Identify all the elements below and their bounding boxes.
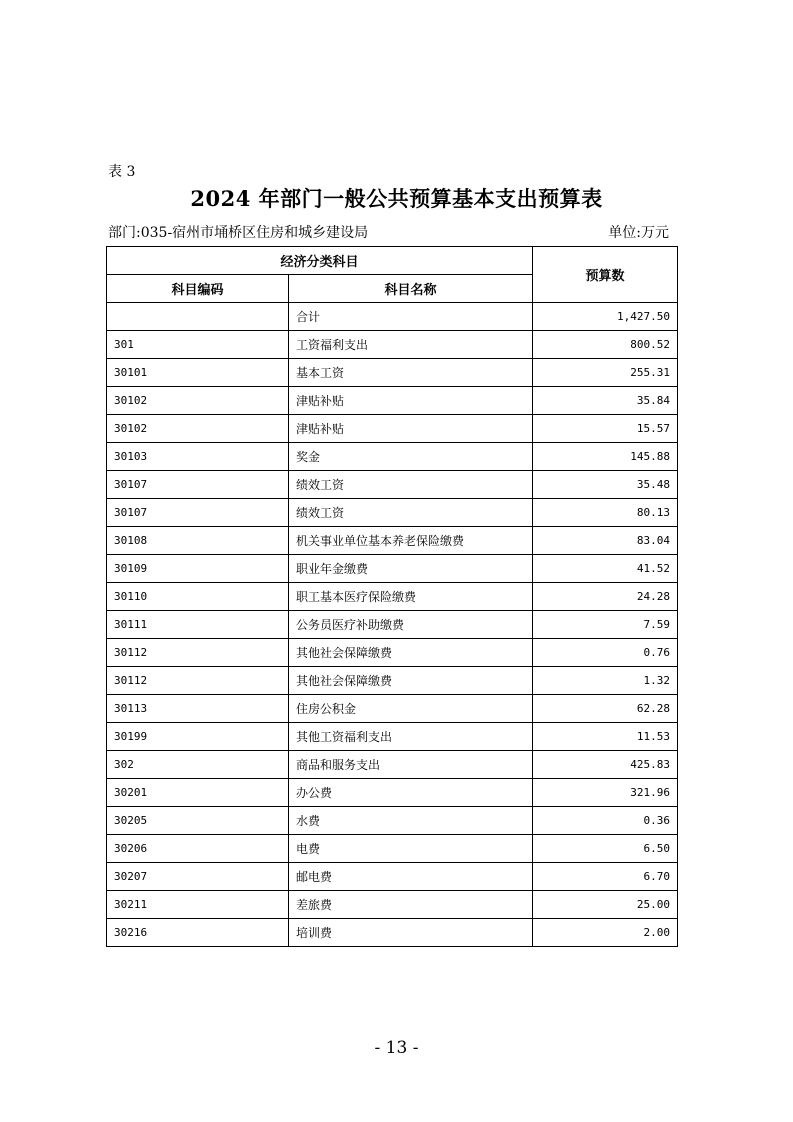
table-row [107,667,678,695]
row-name: 公务员医疗补助缴费 [289,611,533,639]
row-amount: 321.96 [533,779,678,807]
row-amount: 255.31 [533,359,678,387]
row-amount: 1.32 [533,667,678,695]
row-amount: 0.36 [533,807,678,835]
row-code: 30103 [107,443,289,471]
table-row [107,611,678,639]
table-row [107,303,678,331]
row-name: 其他社会保障缴费 [289,667,533,695]
table-row [107,919,678,947]
row-amount: 11.53 [533,723,678,751]
row-name: 电费 [289,835,533,863]
table-row [107,331,678,359]
row-name: 奖金 [289,443,533,471]
table-row [107,863,678,891]
table-label: 表 3 [108,164,136,180]
row-code: 302 [107,751,289,779]
row-amount: 1,427.50 [533,303,678,331]
row-code: 301 [107,331,289,359]
page-title: 2024 年部门一般公共预算基本支出预算表 [190,186,603,211]
table-row [107,639,678,667]
row-name: 合计 [289,303,533,331]
row-amount: 145.88 [533,443,678,471]
row-code: 30211 [107,891,289,919]
table-row [107,807,678,835]
table-row [107,751,678,779]
row-code: 30111 [107,611,289,639]
row-code: 30206 [107,835,289,863]
table-row [107,471,678,499]
row-name: 邮电费 [289,863,533,891]
row-name: 基本工资 [289,359,533,387]
row-amount: 15.57 [533,415,678,443]
row-code: 30199 [107,723,289,751]
row-code: 30201 [107,779,289,807]
row-name: 培训费 [289,919,533,947]
row-code: 30102 [107,415,289,443]
row-code: 30107 [107,499,289,527]
budget-table-body [107,303,678,947]
table-row [107,443,678,471]
table-row [107,359,678,387]
row-name: 差旅费 [289,891,533,919]
row-amount: 0.76 [533,639,678,667]
row-code: 30113 [107,695,289,723]
table-row [107,695,678,723]
row-code: 30112 [107,667,289,695]
table-row [107,415,678,443]
row-amount: 800.52 [533,331,678,359]
row-amount: 62.28 [533,695,678,723]
header-code: 科目编码 [107,275,289,303]
row-name: 办公费 [289,779,533,807]
row-code: 30109 [107,555,289,583]
row-code: 30110 [107,583,289,611]
page-number: - 13 - [374,1038,419,1058]
row-name: 绩效工资 [289,471,533,499]
row-amount: 35.48 [533,471,678,499]
row-code: 30108 [107,527,289,555]
row-name: 商品和服务支出 [289,751,533,779]
row-name: 职工基本医疗保险缴费 [289,583,533,611]
row-name: 其他工资福利支出 [289,723,533,751]
row-amount: 41.52 [533,555,678,583]
row-name: 津贴补贴 [289,415,533,443]
row-amount: 2.00 [533,919,678,947]
header-amount: 预算数 [533,247,678,303]
department-label: 部门:035-宿州市埇桥区住房和城乡建设局 [108,225,369,241]
row-amount: 425.83 [533,751,678,779]
row-amount: 83.04 [533,527,678,555]
unit-label: 单位:万元 [608,225,669,241]
table-row [107,779,678,807]
row-name: 职业年金缴费 [289,555,533,583]
table-row [107,723,678,751]
header-category: 经济分类科目 [107,247,533,275]
row-code: 30207 [107,863,289,891]
row-name: 机关事业单位基本养老保险缴费 [289,527,533,555]
table-row [107,499,678,527]
budget-table [106,246,678,947]
row-amount: 24.28 [533,583,678,611]
row-code: 30216 [107,919,289,947]
table-row [107,583,678,611]
row-code [107,303,289,331]
row-code: 30102 [107,387,289,415]
header-name: 科目名称 [289,275,533,303]
row-name: 津贴补贴 [289,387,533,415]
row-code: 30205 [107,807,289,835]
table-row [107,387,678,415]
row-amount: 7.59 [533,611,678,639]
row-amount: 35.84 [533,387,678,415]
row-name: 工资福利支出 [289,331,533,359]
table-row [107,835,678,863]
row-amount: 80.13 [533,499,678,527]
row-name: 绩效工资 [289,499,533,527]
table-row [107,555,678,583]
row-amount: 6.50 [533,835,678,863]
row-code: 30112 [107,639,289,667]
row-code: 30107 [107,471,289,499]
row-amount: 6.70 [533,863,678,891]
table-row [107,527,678,555]
row-name: 水费 [289,807,533,835]
row-amount: 25.00 [533,891,678,919]
table-row [107,891,678,919]
row-name: 其他社会保障缴费 [289,639,533,667]
row-name: 住房公积金 [289,695,533,723]
row-code: 30101 [107,359,289,387]
